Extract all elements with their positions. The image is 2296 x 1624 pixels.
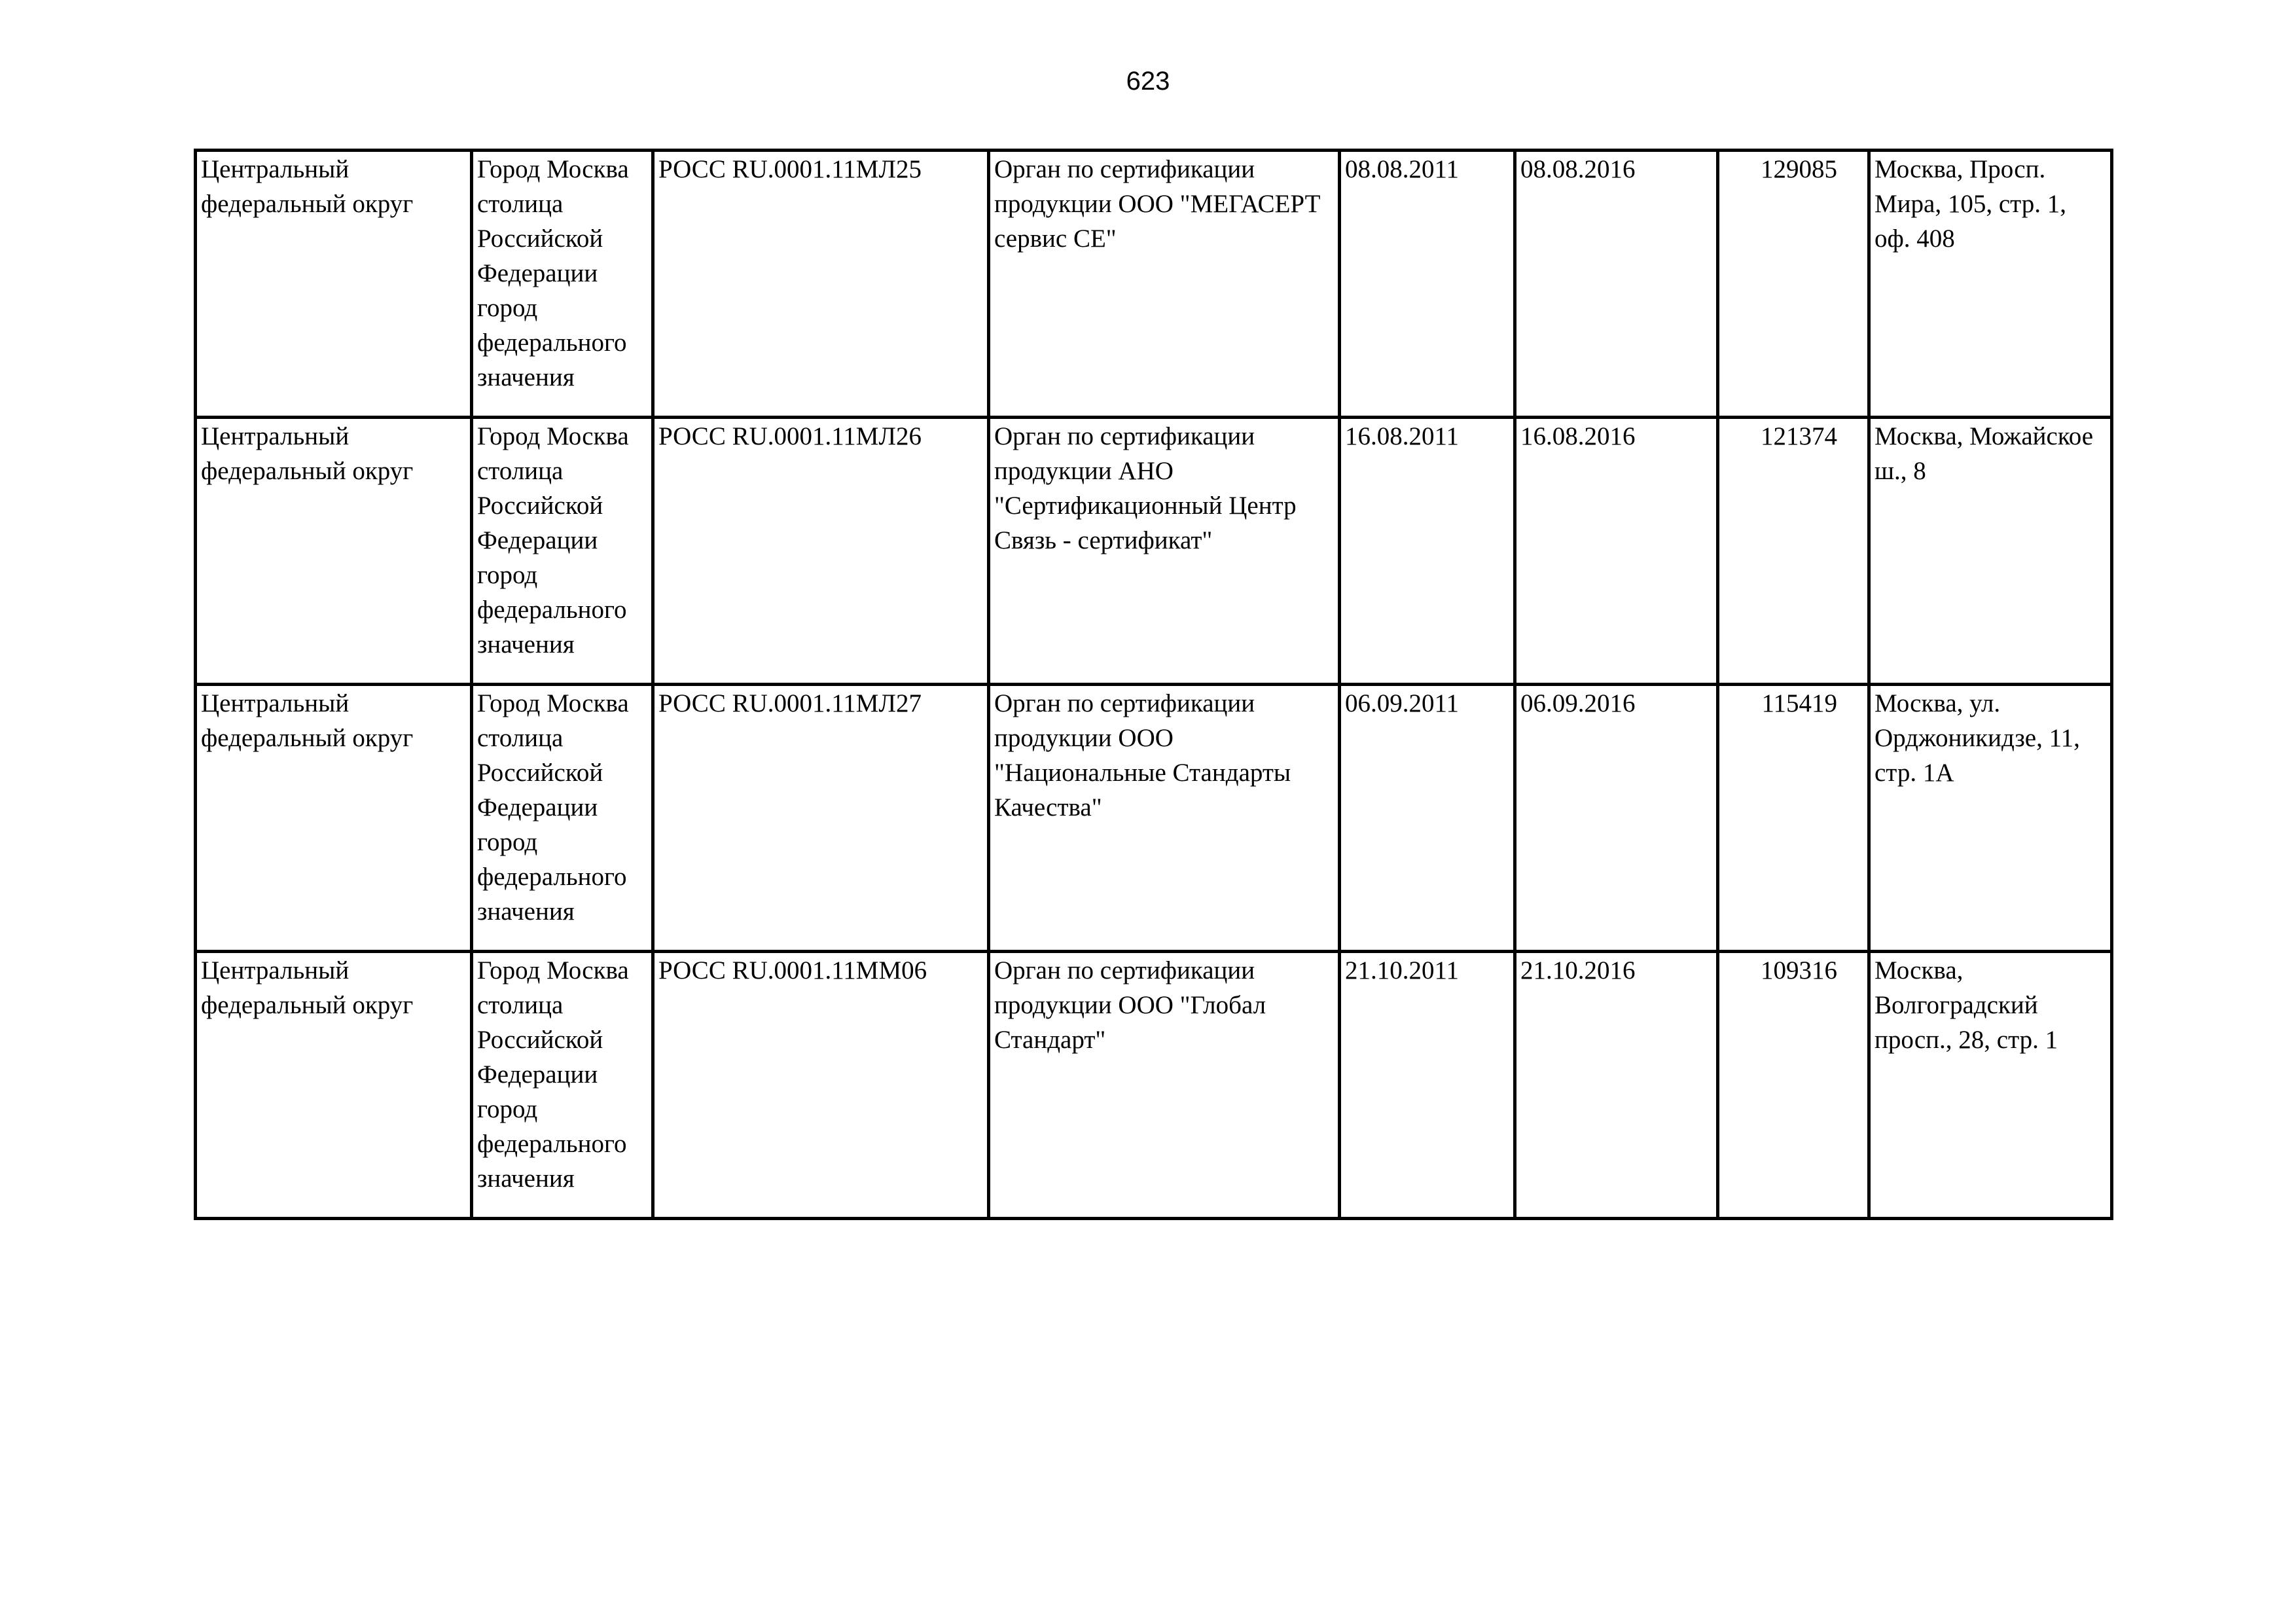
cell-postcode: 129085 (1718, 151, 1869, 418)
cell-district: Центральный федеральный округ (196, 151, 472, 418)
table-row (196, 952, 2112, 1219)
cell-organization: Орган по сертификации продукции АНО "Сертификационный Центр Связь - сертификат" (989, 418, 1340, 685)
cell-organization: Орган по сертификации продукции ООО "Глобал Стандарт" (989, 952, 1340, 1219)
cell-reg-number: РОСС RU.0001.11МЛ27 (653, 685, 989, 952)
cell-date-from: 16.08.2011 (1340, 418, 1515, 685)
table-row (196, 685, 2112, 952)
cell-date-to: 08.08.2016 (1515, 151, 1718, 418)
cell-region: Город Москва столица Российской Федерации город федерального значения (472, 952, 653, 1219)
cell-date-to: 16.08.2016 (1515, 418, 1718, 685)
cell-district: Центральный федеральный округ (196, 685, 472, 952)
cell-reg-number: РОСС RU.0001.11ММ06 (653, 952, 989, 1219)
table-row (196, 418, 2112, 685)
cell-reg-number: РОСС RU.0001.11МЛ25 (653, 151, 989, 418)
cell-district: Центральный федеральный округ (196, 952, 472, 1219)
cell-region: Город Москва столица Российской Федерации город федерального значения (472, 685, 653, 952)
cell-date-to: 06.09.2016 (1515, 685, 1718, 952)
cell-postcode: 121374 (1718, 418, 1869, 685)
cell-region: Город Москва столица Российской Федерации город федерального значения (472, 418, 653, 685)
cell-address: Москва, Можайское ш., 8 (1869, 418, 2112, 685)
cell-date-from: 06.09.2011 (1340, 685, 1515, 952)
cell-organization: Орган по сертификации продукции ООО "МЕГАСЕРТ сервис СЕ" (989, 151, 1340, 418)
cell-address: Москва, Просп. Мира, 105, стр. 1, оф. 408 (1869, 151, 2112, 418)
cell-address: Москва, Волгоградский просп., 28, стр. 1 (1869, 952, 2112, 1219)
page-number: 623 (1126, 67, 1170, 96)
table-row (196, 151, 2112, 418)
cell-reg-number: РОСС RU.0001.11МЛ26 (653, 418, 989, 685)
cell-date-from: 08.08.2011 (1340, 151, 1515, 418)
cell-postcode: 109316 (1718, 952, 1869, 1219)
cell-postcode: 115419 (1718, 685, 1869, 952)
cell-district: Центральный федеральный округ (196, 418, 472, 685)
cell-organization: Орган по сертификации продукции ООО "Национальные Стандарты Качества" (989, 685, 1340, 952)
cell-date-to: 21.10.2016 (1515, 952, 1718, 1219)
cell-date-from: 21.10.2011 (1340, 952, 1515, 1219)
certification-registry-table (194, 149, 2113, 1220)
cell-region: Город Москва столица Российской Федерации город федерального значения (472, 151, 653, 418)
cell-address: Москва, ул. Орджоникидзе, 11, стр. 1А (1869, 685, 2112, 952)
